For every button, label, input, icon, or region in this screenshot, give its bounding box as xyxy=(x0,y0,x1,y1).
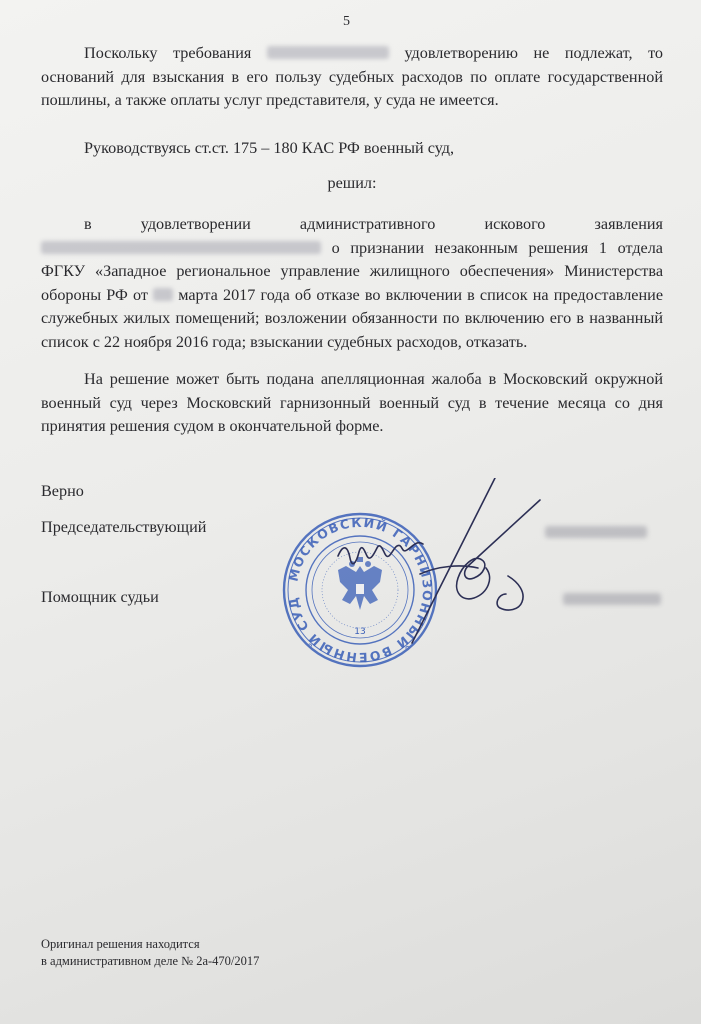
paragraph-decision-end: марта 2017 года об отказе во включении в список на предоставление служебных жилых помещений; возложении обязанности по включению его в названный список с 22 ноября 2016 года; взыскании судебных расходов, отказать. xyxy=(41,285,664,351)
redacted-date xyxy=(153,288,173,301)
paragraph-costs xyxy=(41,42,663,113)
handwritten-signature xyxy=(320,478,550,658)
certified-label: Верно xyxy=(41,482,84,500)
paragraph-guided: Руководствуясь ст.ст. 175 – 180 КАС РФ военный суд, xyxy=(84,139,455,157)
assistant-name-redacted xyxy=(563,593,661,605)
seal-ring-text: МОСКОВСКИЙ ГАРНИЗОННЫЙ ВОЕННЫЙ СУД xyxy=(285,514,436,666)
assistant-label: Помощник судьи xyxy=(41,588,159,606)
paragraph-costs-start: Поскольку требования xyxy=(84,44,252,62)
paragraph-appeal: На решение может быть подана апелляционная жалоба в Московский окружной военный суд через Московский гарнизонный военный суд в течение месяца со дня принятия решения судом в окончательной форме. xyxy=(41,370,663,436)
page-number: 5 xyxy=(343,14,350,29)
footer-line-1: Оригинал решения находится xyxy=(41,937,200,951)
footer-note xyxy=(41,936,259,970)
redacted-name xyxy=(41,241,321,254)
decision-heading: решил: xyxy=(327,174,377,192)
paragraph-costs-end: удовлетворению не подлежат, то оснований для взыскания в его пользу судебных расходов по оплате государственной пошлины, а также оплаты услуг представителя, у суда не имеется. xyxy=(41,44,664,110)
chair-name-redacted xyxy=(545,526,647,538)
seal-number: 13 xyxy=(354,627,366,637)
footer-line-2: в административном деле № 2а-470/2017 xyxy=(41,954,260,968)
redacted-name xyxy=(267,46,389,59)
paragraph-decision xyxy=(41,213,663,355)
chair-label: Председательствующий xyxy=(41,518,207,536)
paragraph-decision-start: в удовлетворении административного искового заявления xyxy=(84,215,663,233)
paragraph-decision-mid: о признании незаконным решения 1 отдела ФГКУ «Западное региональное управление жилищного обеспечения» Министерства обороны РФ от xyxy=(41,238,663,304)
